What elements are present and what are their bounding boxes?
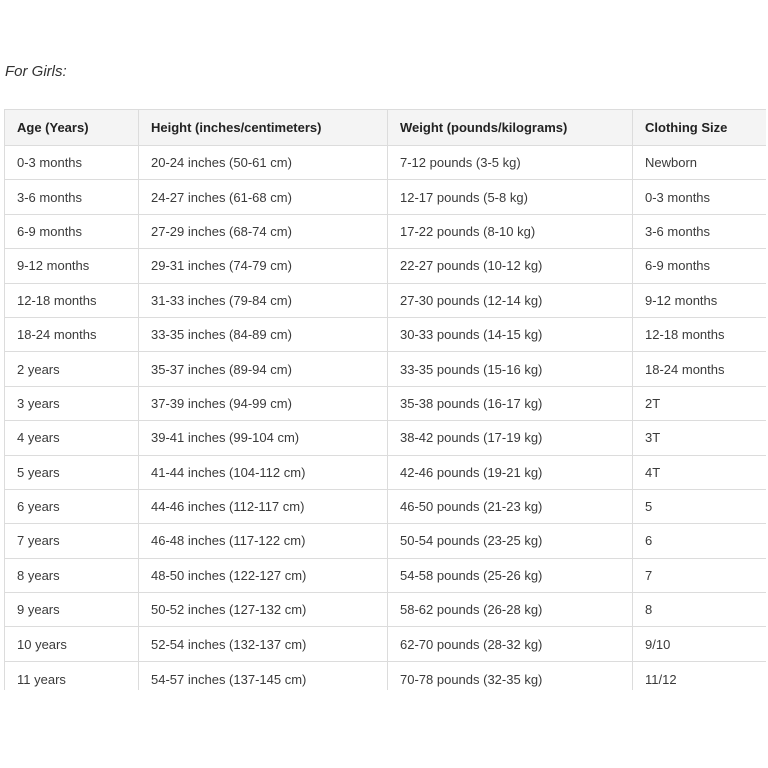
cell-weight: 12-17 pounds (5-8 kg)	[388, 180, 633, 214]
cell-clothing-size: 3-6 months	[633, 214, 767, 248]
cell-height: 41-44 inches (104-112 cm)	[139, 455, 388, 489]
cell-age: 0-3 months	[5, 146, 139, 180]
cell-weight: 7-12 pounds (3-5 kg)	[388, 146, 633, 180]
cell-clothing-size: 8	[633, 593, 767, 627]
table-row	[5, 352, 767, 386]
cell-height: 31-33 inches (79-84 cm)	[139, 283, 388, 317]
cell-age: 11 years	[5, 661, 139, 690]
cell-height: 20-24 inches (50-61 cm)	[139, 146, 388, 180]
cell-clothing-size: Newborn	[633, 146, 767, 180]
cell-weight: 27-30 pounds (12-14 kg)	[388, 283, 633, 317]
cell-height: 44-46 inches (112-117 cm)	[139, 489, 388, 523]
table-row	[5, 249, 767, 283]
cell-height: 46-48 inches (117-122 cm)	[139, 524, 388, 558]
cell-weight: 58-62 pounds (26-28 kg)	[388, 593, 633, 627]
cell-age: 8 years	[5, 558, 139, 592]
cell-weight: 54-58 pounds (25-26 kg)	[388, 558, 633, 592]
cell-clothing-size: 11/12	[633, 661, 767, 690]
table-row	[5, 489, 767, 523]
cell-weight: 33-35 pounds (15-16 kg)	[388, 352, 633, 386]
header-weight: Weight (pounds/kilograms)	[388, 110, 633, 146]
cell-weight: 50-54 pounds (23-25 kg)	[388, 524, 633, 558]
table-row	[5, 661, 767, 690]
cell-height: 39-41 inches (99-104 cm)	[139, 421, 388, 455]
cell-height: 35-37 inches (89-94 cm)	[139, 352, 388, 386]
cell-clothing-size: 9-12 months	[633, 283, 767, 317]
cell-clothing-size: 0-3 months	[633, 180, 767, 214]
cell-height: 37-39 inches (94-99 cm)	[139, 386, 388, 420]
girls-size-chart-table	[4, 109, 766, 690]
table-row	[5, 558, 767, 592]
table-row	[5, 455, 767, 489]
cell-weight: 70-78 pounds (32-35 kg)	[388, 661, 633, 690]
table-row	[5, 524, 767, 558]
table-row	[5, 421, 767, 455]
cell-weight: 62-70 pounds (28-32 kg)	[388, 627, 633, 661]
table-body	[5, 146, 767, 691]
cell-clothing-size: 6-9 months	[633, 249, 767, 283]
cell-age: 12-18 months	[5, 283, 139, 317]
header-clothing-size: Clothing Size	[633, 110, 767, 146]
cell-clothing-size: 3T	[633, 421, 767, 455]
cell-height: 50-52 inches (127-132 cm)	[139, 593, 388, 627]
cell-height: 33-35 inches (84-89 cm)	[139, 317, 388, 351]
cell-clothing-size: 12-18 months	[633, 317, 767, 351]
cell-age: 2 years	[5, 352, 139, 386]
cell-age: 4 years	[5, 421, 139, 455]
table-row	[5, 627, 767, 661]
page-bottom-area	[0, 690, 768, 768]
cell-height: 52-54 inches (132-137 cm)	[139, 627, 388, 661]
cell-age: 7 years	[5, 524, 139, 558]
table-row	[5, 180, 767, 214]
cell-clothing-size: 9/10	[633, 627, 767, 661]
header-row	[5, 110, 767, 146]
header-age: Age (Years)	[5, 110, 139, 146]
cell-age: 9 years	[5, 593, 139, 627]
cell-weight: 30-33 pounds (14-15 kg)	[388, 317, 633, 351]
size-chart-container	[4, 109, 766, 690]
cell-clothing-size: 18-24 months	[633, 352, 767, 386]
cell-height: 54-57 inches (137-145 cm)	[139, 661, 388, 690]
cell-clothing-size: 7	[633, 558, 767, 592]
cell-height: 27-29 inches (68-74 cm)	[139, 214, 388, 248]
cell-weight: 22-27 pounds (10-12 kg)	[388, 249, 633, 283]
table-row	[5, 593, 767, 627]
cell-clothing-size: 4T	[633, 455, 767, 489]
table-row	[5, 317, 767, 351]
cell-age: 10 years	[5, 627, 139, 661]
header-height: Height (inches/centimeters)	[139, 110, 388, 146]
cell-age: 5 years	[5, 455, 139, 489]
cell-weight: 38-42 pounds (17-19 kg)	[388, 421, 633, 455]
cell-age: 6 years	[5, 489, 139, 523]
cell-height: 24-27 inches (61-68 cm)	[139, 180, 388, 214]
cell-height: 48-50 inches (122-127 cm)	[139, 558, 388, 592]
cell-clothing-size: 5	[633, 489, 767, 523]
table-row	[5, 214, 767, 248]
cell-clothing-size: 2T	[633, 386, 767, 420]
cell-weight: 42-46 pounds (19-21 kg)	[388, 455, 633, 489]
cell-age: 3 years	[5, 386, 139, 420]
table-row	[5, 146, 767, 180]
table-row	[5, 283, 767, 317]
cell-age: 6-9 months	[5, 214, 139, 248]
cell-age: 3-6 months	[5, 180, 139, 214]
table-header	[5, 110, 767, 146]
cell-clothing-size: 6	[633, 524, 767, 558]
cell-height: 29-31 inches (74-79 cm)	[139, 249, 388, 283]
cell-weight: 46-50 pounds (21-23 kg)	[388, 489, 633, 523]
table-row	[5, 386, 767, 420]
table-caption: For Girls:	[5, 63, 67, 80]
cell-weight: 35-38 pounds (16-17 kg)	[388, 386, 633, 420]
cell-weight: 17-22 pounds (8-10 kg)	[388, 214, 633, 248]
cell-age: 18-24 months	[5, 317, 139, 351]
cell-age: 9-12 months	[5, 249, 139, 283]
